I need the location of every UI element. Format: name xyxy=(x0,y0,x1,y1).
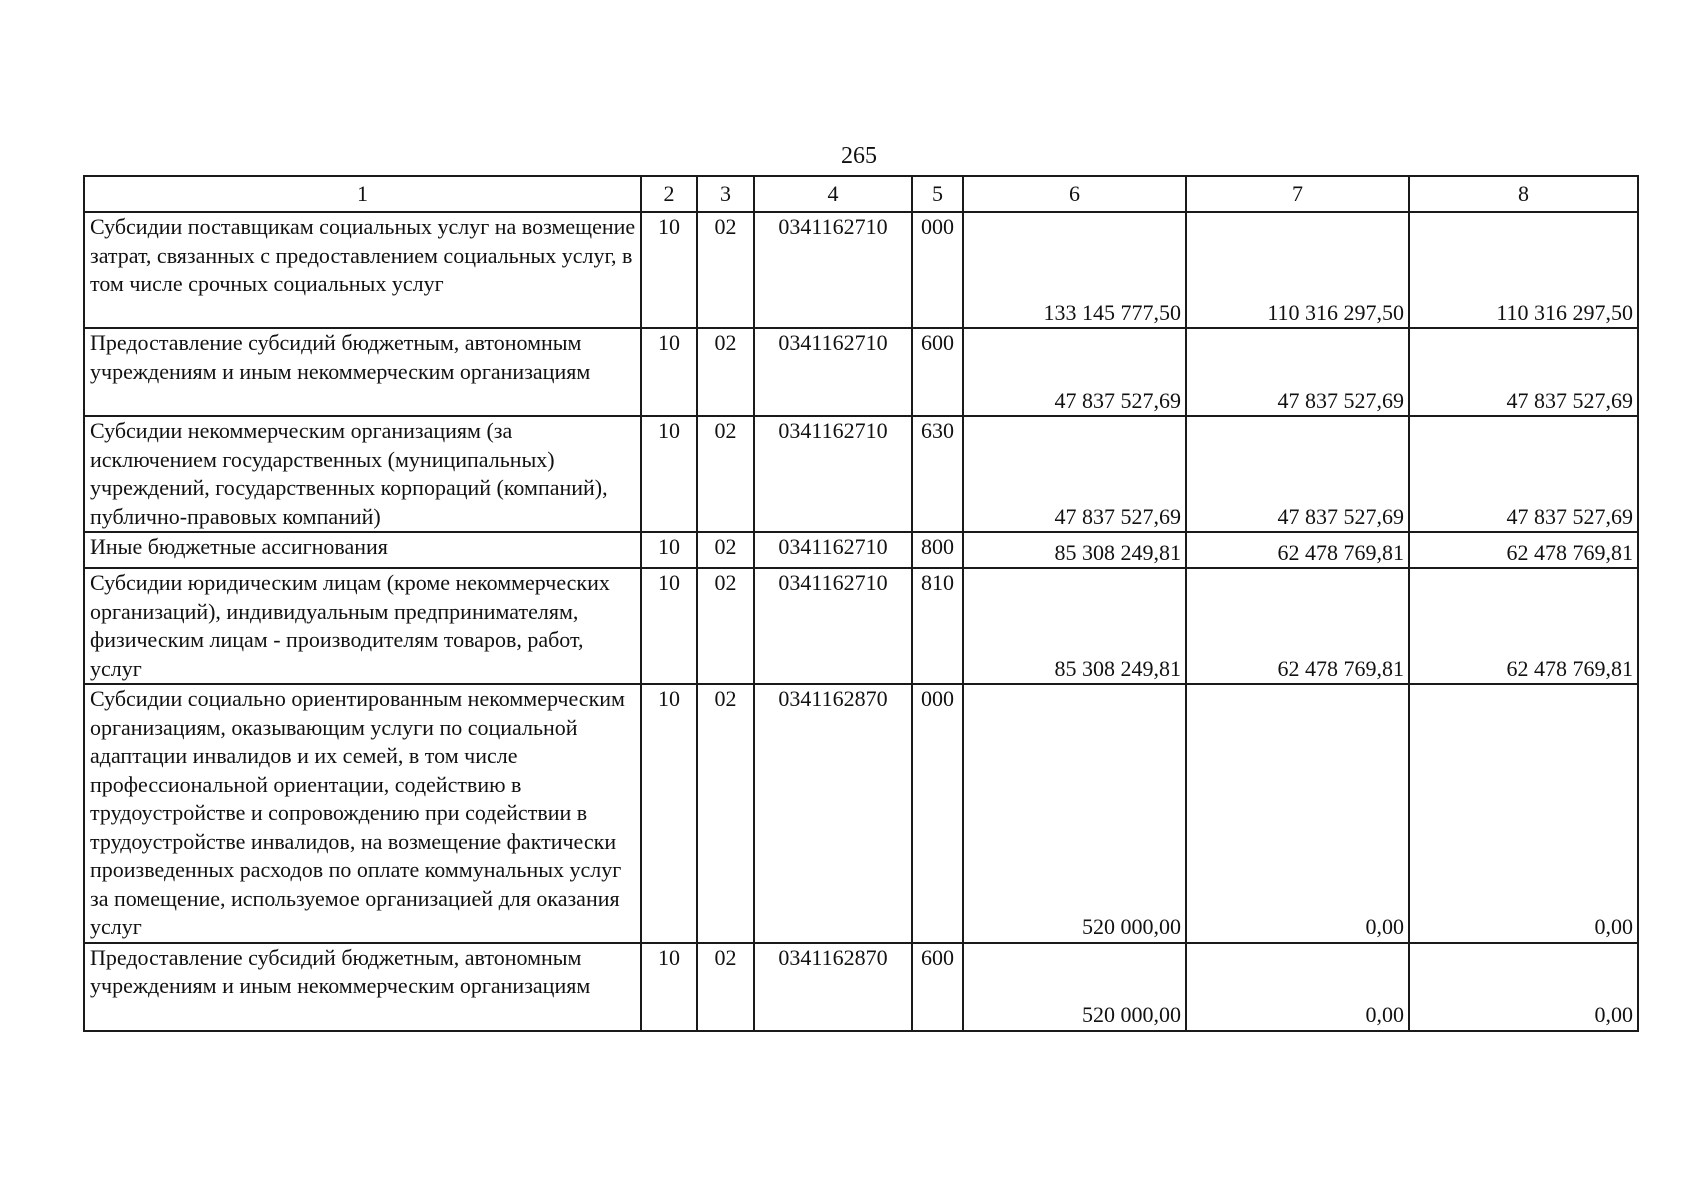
section-code: 10 xyxy=(641,943,697,1031)
amount-col7: 0,00 xyxy=(1186,943,1409,1031)
expense-type-code: 810 xyxy=(912,568,963,684)
table-row xyxy=(84,684,1638,943)
column-header: 1 xyxy=(84,176,641,212)
subsection-code: 02 xyxy=(697,943,754,1031)
amount-col6: 85 308 249,81 xyxy=(963,532,1186,568)
budget-table xyxy=(83,175,1639,1032)
expense-type-code: 800 xyxy=(912,532,963,568)
subsection-code: 02 xyxy=(697,328,754,416)
expense-type-code: 000 xyxy=(912,684,963,943)
subsection-code: 02 xyxy=(697,532,754,568)
expense-type-code: 600 xyxy=(912,943,963,1031)
row-name: Субсидии некоммерческим организациям (за исключением государственных (муниципальных) учреждений, государственных корпораций (компаний), публично-правовых компаний) xyxy=(84,416,641,532)
amount-col7: 47 837 527,69 xyxy=(1186,328,1409,416)
amount-col8: 0,00 xyxy=(1409,684,1638,943)
column-header: 8 xyxy=(1409,176,1638,212)
section-code: 10 xyxy=(641,568,697,684)
page-number: 265 xyxy=(841,143,877,169)
amount-col8: 62 478 769,81 xyxy=(1409,568,1638,684)
table-row xyxy=(84,328,1638,416)
amount-col6: 47 837 527,69 xyxy=(963,416,1186,532)
row-name: Предоставление субсидий бюджетным, автономным учреждениям и иным некоммерческим организациям xyxy=(84,943,641,1031)
subsection-code: 02 xyxy=(697,684,754,943)
amount-col6: 47 837 527,69 xyxy=(963,328,1186,416)
amount-col8: 110 316 297,50 xyxy=(1409,212,1638,328)
section-code: 10 xyxy=(641,416,697,532)
section-code: 10 xyxy=(641,532,697,568)
amount-col6: 133 145 777,50 xyxy=(963,212,1186,328)
subsection-code: 02 xyxy=(697,212,754,328)
target-code: 0341162870 xyxy=(754,684,912,943)
target-code: 0341162870 xyxy=(754,943,912,1031)
expense-type-code: 600 xyxy=(912,328,963,416)
amount-col6: 85 308 249,81 xyxy=(963,568,1186,684)
section-code: 10 xyxy=(641,684,697,943)
column-header: 6 xyxy=(963,176,1186,212)
amount-col8: 62 478 769,81 xyxy=(1409,532,1638,568)
section-code: 10 xyxy=(641,328,697,416)
amount-col6: 520 000,00 xyxy=(963,684,1186,943)
row-name: Субсидии поставщикам социальных услуг на возмещение затрат, связанных с предоставлением социальных услуг, в том числе срочных социальных услуг xyxy=(84,212,641,328)
row-name: Иные бюджетные ассигнования xyxy=(84,532,641,568)
table-row xyxy=(84,212,1638,328)
amount-col8: 47 837 527,69 xyxy=(1409,328,1638,416)
subsection-code: 02 xyxy=(697,416,754,532)
subsection-code: 02 xyxy=(697,568,754,684)
target-code: 0341162710 xyxy=(754,416,912,532)
amount-col7: 62 478 769,81 xyxy=(1186,532,1409,568)
table-row xyxy=(84,568,1638,684)
amount-col8: 47 837 527,69 xyxy=(1409,416,1638,532)
target-code: 0341162710 xyxy=(754,328,912,416)
column-header: 5 xyxy=(912,176,963,212)
amount-col7: 62 478 769,81 xyxy=(1186,568,1409,684)
column-header: 4 xyxy=(754,176,912,212)
expense-type-code: 630 xyxy=(912,416,963,532)
table-row xyxy=(84,943,1638,1031)
target-code: 0341162710 xyxy=(754,212,912,328)
expense-type-code: 000 xyxy=(912,212,963,328)
column-header: 7 xyxy=(1186,176,1409,212)
target-code: 0341162710 xyxy=(754,532,912,568)
target-code: 0341162710 xyxy=(754,568,912,684)
amount-col8: 0,00 xyxy=(1409,943,1638,1031)
row-name: Субсидии юридическим лицам (кроме некоммерческих организаций), индивидуальным предпринимателям, физическим лицам - производителям товаров, работ, услуг xyxy=(84,568,641,684)
amount-col7: 0,00 xyxy=(1186,684,1409,943)
table-row xyxy=(84,532,1638,568)
column-header: 2 xyxy=(641,176,697,212)
section-code: 10 xyxy=(641,212,697,328)
row-name: Субсидии социально ориентированным некоммерческим организациям, оказывающим услуги по социальной адаптации инвалидов и их семей, в том числе профессиональной ориентации, содействию в трудоустройстве и сопровождению при содействии в трудоустройстве инвалидов, на возмещение фактически произведенных расходов по оплате коммунальных услуг за помещение, используемое организацией для оказания услуг xyxy=(84,684,641,943)
row-name: Предоставление субсидий бюджетным, автономным учреждениям и иным некоммерческим организациям xyxy=(84,328,641,416)
table-header-row xyxy=(84,176,1638,212)
table-row xyxy=(84,416,1638,532)
amount-col7: 110 316 297,50 xyxy=(1186,212,1409,328)
amount-col6: 520 000,00 xyxy=(963,943,1186,1031)
amount-col7: 47 837 527,69 xyxy=(1186,416,1409,532)
column-header: 3 xyxy=(697,176,754,212)
